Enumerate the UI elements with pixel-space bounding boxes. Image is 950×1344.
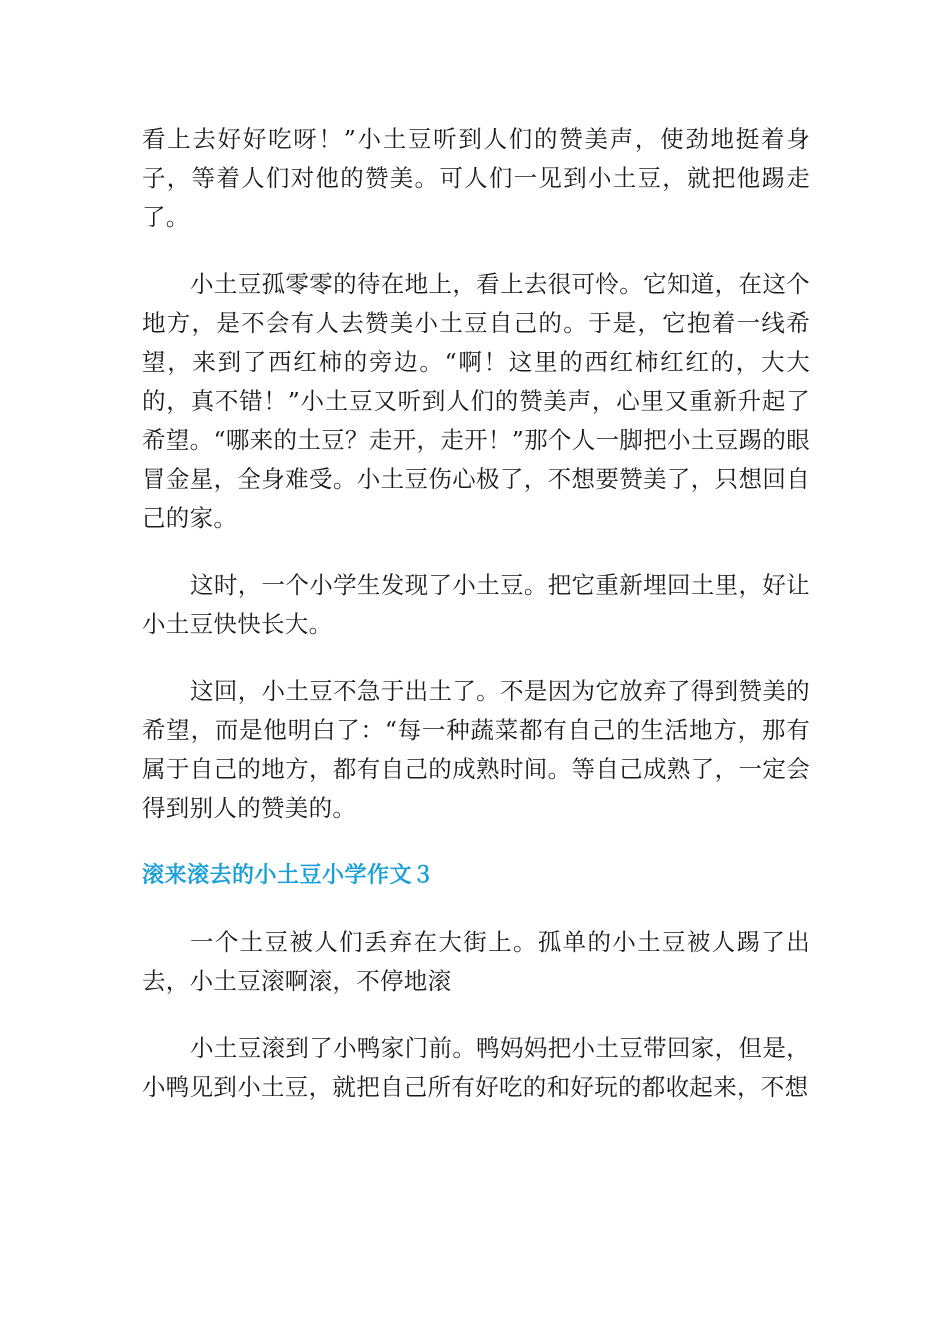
paragraph-abandoned-potato: 一个土豆被人们丢弃在大街上。孤单的小土豆被人踢了出去，小土豆滚啊滚，不停地滚 [142,928,810,995]
document-page [142,120,810,1107]
section-heading: 滚来滚去的小土豆小学作文３ [142,863,435,888]
paragraph-student-replants: 这时，一个小学生发现了小土豆。把它重新埋回土里，好让小土豆快快长大。 [142,571,810,638]
paragraph-duckling-home: 小土豆滚到了小鸭家门前。鸭妈妈把小土豆带回家，但是，小鸭见到小土豆，就把自己所有好吃的和好玩的都收起来，不想 [142,1034,810,1101]
paragraph-continuation: 看上去好好吃呀！”小土豆听到人们的赞美声，使劲地挺着身子，等着人们对他的赞美。可人们一见到小土豆，就把他踢走了。 [142,125,810,231]
paragraph-lonely-potato: 小土豆孤零零的待在地上，看上去很可怜。它知道，在这个地方，是不会有人去赞美小土豆自己的。于是，它抱着一线希望，来到了西红柿的旁边。“啊！这里的西红柿红红的，大大的，真不错！”小土豆又听到人们的赞美声，心里又重新升起了希望。“哪来的土豆？走开，走开！”那个人一脚把小土豆踢的眼冒金星，全身难受。小土豆伤心极了，不想要赞美了，只想回自己的家。 [142,270,810,532]
paragraph-potato-understands: 这回，小土豆不急于出土了。不是因为它放弃了得到赞美的希望，而是他明白了：“每一种蔬菜都有自己的生活地方，那有属于自己的地方，都有自己的成熟时间。等自己成熟了，一定会得到别人的赞美的。 [142,677,810,822]
